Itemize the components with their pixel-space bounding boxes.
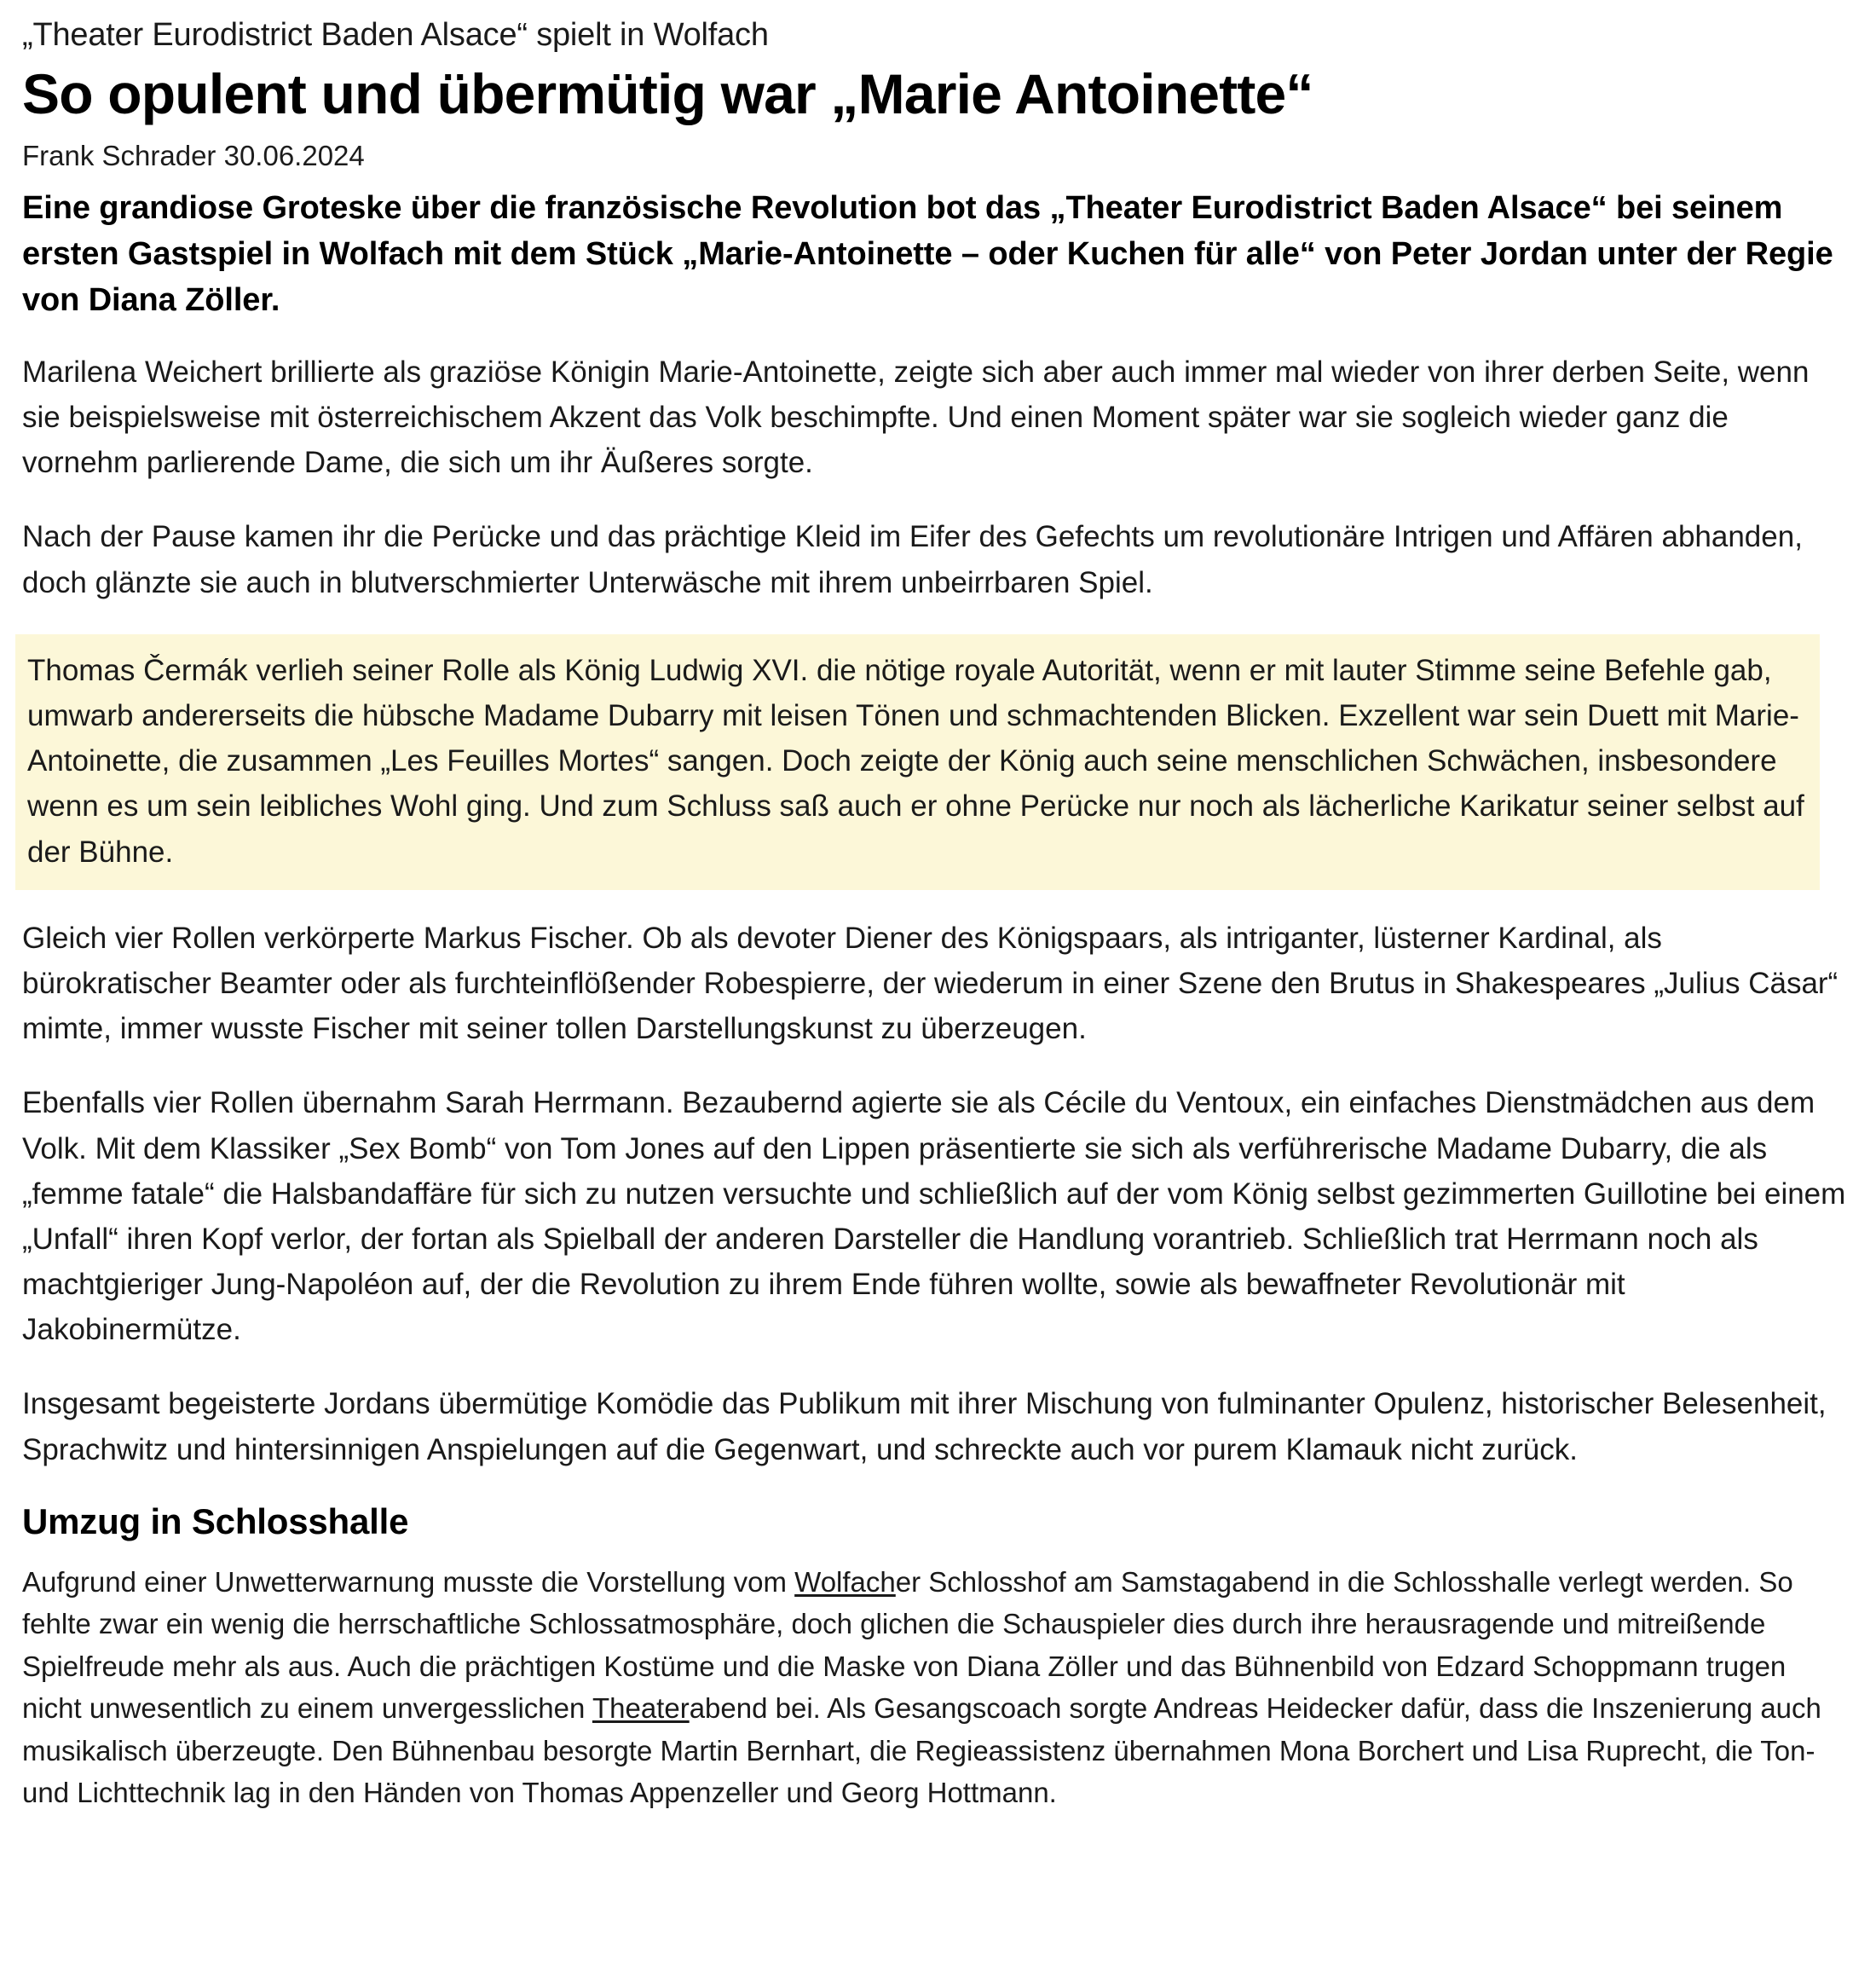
- closing-text-part-1: Aufgrund einer Unwetterwarnung musste die Vorstellung vom: [22, 1565, 795, 1598]
- link-wolfach[interactable]: Wolfach: [794, 1565, 896, 1598]
- link-theater[interactable]: Theater: [592, 1692, 690, 1725]
- highlighted-passage: Thomas Čermák verlieh seiner Rolle als König Ludwig XVI. die nötige royale Autorität, wenn er mit lauter Stimme seine Befehle gab, umwarb andererseits die hübsche Madame Dubarry mit leisen Tönen und schmachtenden Blicken. Exzellent war sein Duett mit Marie-Antoinette, die zusammen „Les Feuilles Mortes“ sangen. Doch zeigte der König auch seine menschlichen Schwächen, insbesondere wenn es um sein leibliches Wohl ging. Und zum Schluss saß auch er ohne Perücke nur noch als lächerliche Karikatur seiner selbst auf der Bühne.: [15, 634, 1820, 890]
- article-lead: Eine grandiose Groteske über die französische Revolution bot das „Theater Eurodistrict Baden Alsace“ bei seinem ersten Gastspiel in Wolfach mit dem Stück „Marie-Antoinette – oder Kuchen für alle“ von Peter Jordan unter der Regie von Diana Zöller.: [22, 190, 1833, 318]
- article-paragraph: Insgesamt begeisterte Jordans übermütige Komödie das Publikum mit ihrer Mischung von fulminanter Opulenz, historischer Belesenheit, Sprachwitz und hintersinnigen Anspielungen auf die Gegenwart, und schreckte auch vor purem Klamauk nicht zurück.: [22, 1387, 1827, 1466]
- article-paragraph: Ebenfalls vier Rollen übernahm Sarah Herrmann. Bezaubernd agierte sie als Cécile du Ventoux, ein einfaches Dienstmädchen aus dem Volk. Mit dem Klassiker „Sex Bomb“ von Tom Jones auf den Lippen präsentierte sie sich als verführerische Madame Dubarry, die als „femme fatale“ die Halsbandaffäre für sich zu nutzen versuchte und schließlich auf der vom König selbst gezimmerten Guillotine bei einem „Unfall“ ihren Kopf verlor, der fortan als Spielball der anderen Darsteller die Handlung vorantrieb. Schließlich trat Herrmann noch als machtgieriger Jung-Napoléon auf, der die Revolution zu ihrem Ende führen wollte, sowie als bewaffneter Revolutionär mit Jakobinermütze.: [22, 1086, 1846, 1347]
- section-heading: Umzug in Schlosshalle: [22, 1500, 409, 1541]
- page-title: So opulent und übermütig war „Marie Antoinette“: [22, 61, 1313, 125]
- article-paragraph: Gleich vier Rollen verkörperte Markus Fischer. Ob als devoter Diener des Königspaars, als intriganter, lüsterner Kardinal, als bürokratischer Beamter oder als furchteinflößender Robespierre, der wiederum in einer Szene den Brutus in Shakespeares „Julius Cäsar“ mimte, immer wusste Fischer mit seiner tollen Darstellungskunst zu überzeugen.: [22, 921, 1838, 1046]
- article-byline: Frank Schrader 30.06.2024: [22, 140, 365, 172]
- article-kicker: „Theater Eurodistrict Baden Alsace“ spielt in Wolfach: [22, 17, 769, 53]
- article-closing-paragraph: [22, 1561, 1847, 1814]
- closing-text-part-3: abend bei. Als Gesangscoach sorgte Andreas Heidecker dafür, dass die Inszenierung auch musikalisch überzeugte. Den Bühnenbau besorgte Martin Bernhart, die Regieassistenz übernahmen Mona Borchert und Lisa Ruprecht, die Ton- und Lichttechnik lag in den Händen von Thomas Appenzeller und Georg Hottmann.: [22, 1692, 1821, 1809]
- closing-text-part-2: er Schlosshof am Samstagabend in die Schlosshalle verlegt werden. So fehlte zwar ein wenig die herrschaftliche Schlossatmosphäre, doch glichen die Schauspieler dies durch ihre herausragende und mitreißende Spielfreude mehr als aus. Auch die prächtigen Kostüme und die Maske von Diana Zöller und das Bühnenbild von Edzard Schoppmann trugen nicht unwesentlich zu einem unvergesslichen: [22, 1565, 1793, 1725]
- article-paragraph: Nach der Pause kamen ihr die Perücke und das prächtige Kleid im Eifer des Gefechts um revolutionäre Intrigen und Affären abhanden, doch glänzte sie auch in blutverschmierter Unterwäsche mit ihrem unbeirrbaren Spiel.: [22, 520, 1803, 599]
- article-paragraph: Marilena Weichert brillierte als graziöse Königin Marie-Antoinette, zeigte sich aber auch immer mal wieder von ihrer derben Seite, wenn sie beispielsweise mit österreichischem Akzent das Volk beschimpfte. Und einen Moment später war sie sogleich wieder ganz die vornehm parlierende Dame, die sich um ihr Äußeres sorgte.: [22, 355, 1810, 480]
